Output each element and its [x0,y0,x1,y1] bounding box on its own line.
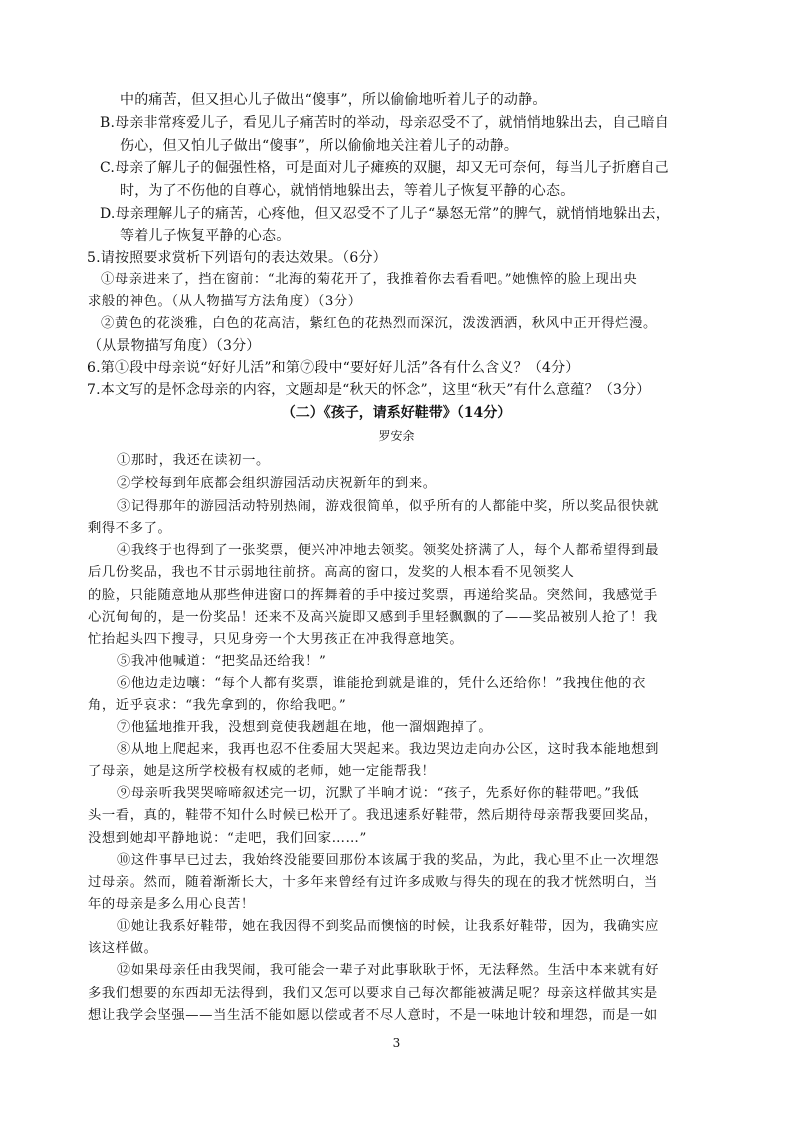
paragraph-3: ③记得那年的游园活动特别热闹，游戏很简单，似乎所有的人都能中奖，所以奖品很快就 [117,499,659,514]
paragraph-11: ⑪她让我系好鞋带，她在我因得不到奖品而懊恼的时候，让我系好鞋带，因为，我确实应 [117,919,659,934]
paragraph-7: ⑦他猛地推开我，没想到竟使我趔趄在地，他一溜烟跑掉了。 [117,720,493,735]
paragraph-11-line-2: 该这样做。 [88,941,158,956]
paragraph-10-line-2: 过母亲。然而，随着渐渐长大，十多年来曾经有过许多成败与得失的现在的我才恍然明白，当 [88,875,658,890]
question-5-item-1-continuation: 求般的神色。（从人物描写方法角度）（3分） [88,294,362,309]
question-7: 7.本文写的是怀念母亲的内容，文题却是“秋天的怀念”，这里“秋天”有什么意蕴？（3分） [87,382,651,398]
paragraph-10: ⑩这件事早已过去，我始终没能要回那份本该属于我的奖品，为此，我心里不止一次埋怨 [117,853,659,868]
paragraph-12-line-3: 想让我学会坚强——当生活不能如愿以偿或者不尽人意时，不是一味地计较和埋怨，而是一如 [88,1008,658,1023]
paragraph-9: ⑨母亲听我哭哭啼啼叙述完一切，沉默了半晌才说：“孩子，先系好你的鞋带吧。”我低 [117,786,640,801]
paragraph-4-line-2: 后几份奖品，我也不甘示弱地往前挤。高高的窗口，发奖的人根本看不见领奖人 [88,565,575,580]
question-5: 5.请按照要求赏析下列语句的表达效果。（6分） [87,250,387,266]
paragraph-6: ⑥他边走边嚷：“每个人都有奖票，谁能抢到就是谁的，凭什么还给你！”我拽住他的衣 [117,676,646,691]
paragraph-8-line-2: 了母亲，她是这所学校极有权威的老师，她一定能帮我！ [88,764,436,779]
question-6: 6.第①段中母亲说“好好儿活”和第⑦段中“要好好儿活”各有什么含义？（4分） [87,360,580,376]
option-b-continuation: 伤心，但又怕儿子做出“傻事”，所以偷偷地关注着儿子的动静。 [120,138,519,154]
paragraph-4-line-4: 心沉甸甸的，是一份奖品！还来不及高兴旋即又感到手里轻飘飘的了——奖品被别人抢了！我 [88,610,658,625]
paragraph-4-line-3: 的脸，只能随意地从那些伸进窗口的挥舞着的手中接过奖票，再递给奖品。突然间，我感觉手 [88,588,658,603]
paragraph-6-line-2: 角，近乎哀求：“我先拿到的，你给我吧。” [88,698,347,713]
paragraph-2: ②学校每到年底都会组织游园活动庆祝新年的到来。 [117,476,437,491]
option-c-continuation: 时，为了不伤他的自尊心，就悄悄地躲出去，等着儿子恢复平静的心态。 [120,183,575,199]
paragraph-12-line-2: 多我们想要的东西却无法得到，我们又怎可以要求自己每次都能被满足呢？母亲这样做其实是 [88,986,658,1001]
paragraph-5: ⑤我冲他喊道：“把奖品还给我！” [117,654,327,669]
option-b: B.母亲非常疼爱儿子，看见儿子痛苦时的举动，母亲忍受不了，就悄悄地躲出去，自己暗自 [100,115,669,131]
paragraph-4-line-5: 忙抬起头四下搜寻，只见身旁一个大男孩正在冲我得意地笑。 [88,632,464,647]
question-5-item-1: ①母亲进来了，挡在窗前：“北海的菊花开了，我推着你去看看吧。”她憔悴的脸上现出央 [101,272,638,287]
paragraph-9-line-2: 头一看，真的，鞋带不知什么时候已松开了。我迅速系好鞋带，然后期待母亲帮我要回奖品， [88,808,658,823]
paragraph-4: ④我终于也得到了一张奖票，便兴冲冲地去领奖。领奖处挤满了人，每个人都希望得到最 [117,543,659,558]
paragraph-3-line-2: 剩得不多了。 [88,521,172,536]
author-name: 罗安余 [378,429,415,443]
section-title: （二）《孩子，请系好鞋带》（14分） [281,405,512,421]
paragraph-12: ⑫如果母亲任由我哭闹，我可能会一辈子对此事耿耿于怀，无法释然。生活中本来就有好 [117,963,659,978]
paragraph-1: ①那时，我还在读初一。 [117,453,270,468]
question-5-item-2-continuation: （从景物描写角度）（3分） [88,338,261,354]
paragraph-8: ⑧从地上爬起来，我再也忍不住委屈大哭起来。我边哭边走向办公区，这时我本能地想到 [117,742,659,757]
option-d: D.母亲理解儿子的痛苦，心疼他，但又忍受不了儿子“暴怒无常”的脾气，就悄悄地躲出去， [100,206,670,222]
paragraph-10-line-3: 年的母亲是多么用心良苦！ [88,897,255,912]
option-c: C.母亲了解儿子的倔强性格，可是面对儿子瘫痪的双腿，却又无可奈何，每当儿子折磨自己 [100,160,669,176]
page-number: 3 [392,1036,401,1050]
option-a-continuation: 中的痛苦，但又担心儿子做出“傻事”，所以偷偷地听着儿子的动静。 [120,92,547,108]
question-5-item-2: ②黄色的花淡雅，白色的花高洁，紫红色的花热烈而深沉，泼泼洒洒，秋风中正开得烂漫。 [101,316,657,331]
option-d-continuation: 等着儿子恢复平静的心态。 [120,228,291,244]
paragraph-9-line-3: 没想到她却平静地说：“走吧，我们回家……” [88,831,367,846]
